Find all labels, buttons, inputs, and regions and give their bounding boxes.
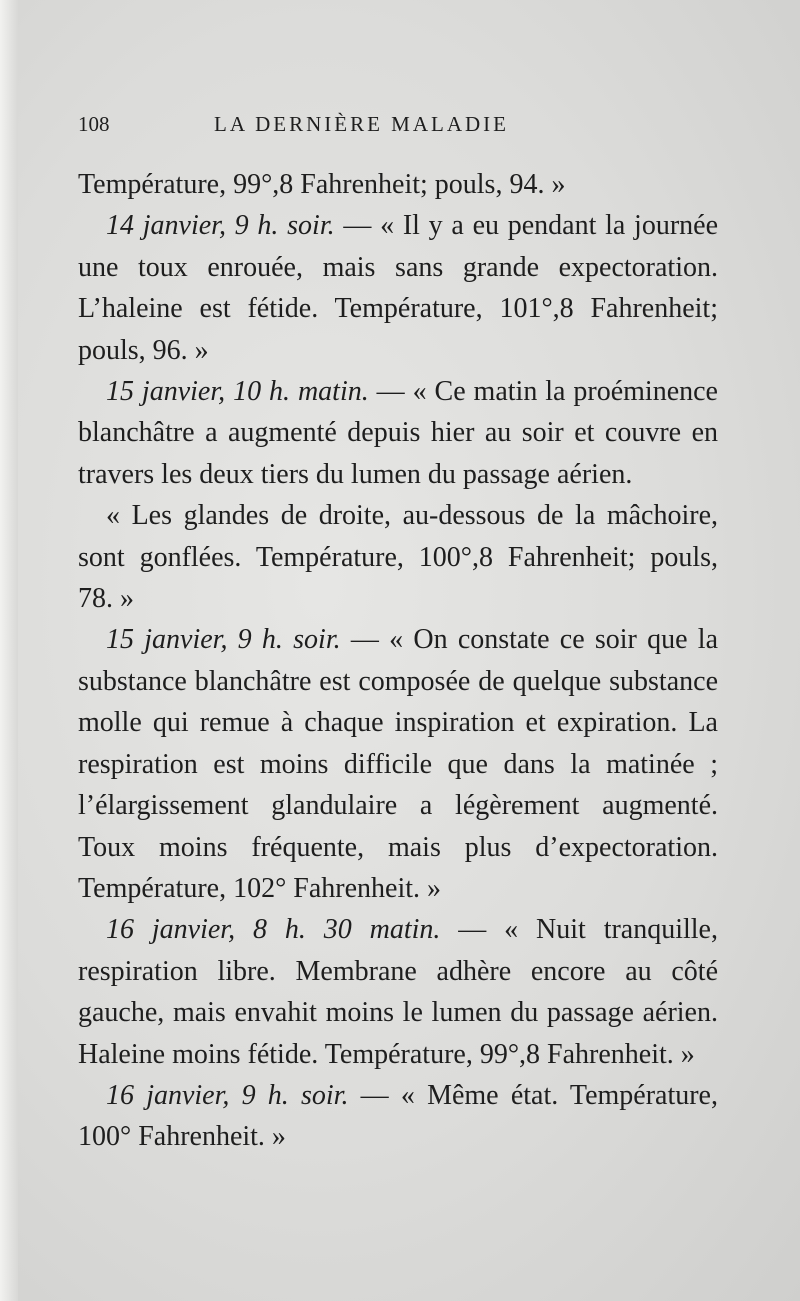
paragraph-date: 15 janvier, 9 h. soir. (106, 624, 341, 656)
paragraph-5 (78, 909, 718, 1075)
paragraph-6 (78, 1075, 718, 1158)
paragraph-date: 14 janvier, 9 h. soir. (106, 210, 335, 242)
page-gutter-shadow (0, 0, 18, 1301)
paragraph-text: « Les glandes de droite, au-dessous de la mâchoire, sont gonflées. Température, 100°,8 Fahrenheit; pouls, 78. » (78, 500, 718, 615)
paragraph-2 (78, 371, 718, 495)
paragraph-date: 16 janvier, 8 h. 30 matin. (106, 914, 441, 946)
body-text (78, 164, 718, 1158)
paragraph-3 (78, 495, 718, 619)
paragraph-date: 16 janvier, 9 h. soir. (106, 1079, 349, 1111)
paragraph-4 (78, 619, 718, 909)
paragraph-date: 15 janvier, 10 h. matin. (106, 376, 369, 408)
paragraph-text: — « Ce matin la proéminence blanchâtre a augmenté depuis hier au soir et couvre en travers les deux tiers du lumen du passage aérien. (78, 376, 718, 490)
paragraph-0 (78, 164, 718, 205)
paragraph-1 (78, 205, 718, 371)
paragraph-text: Température, 99°,8 Fahrenheit; pouls, 94. » (78, 169, 566, 200)
running-title: LA DERNIÈRE MALADIE (214, 112, 509, 136)
running-header (78, 112, 728, 148)
paragraph-text: — « Nuit tranquille, respiration libre. Membrane adhère encore au côté gauche, mais envahit moins le lumen du passage aérien. Haleine moins fétide. Température, 99°,8 Fahrenheit. » (78, 914, 718, 1070)
paragraph-text: — « Même état. Température, 100° Fahrenheit. » (78, 1079, 718, 1153)
paragraph-text: — « On constate ce soir que la substance blanchâtre est composée de quelque substance molle qui remue à chaque inspiration et expiration. La respiration est moins difficile que dans la matinée ; l’élargissement glandulaire a légèrement augmenté. Toux moins fréquente, mais plus d’expectoration. Température, 102° Fahrenheit. » (78, 624, 718, 904)
page-number: 108 (78, 112, 110, 136)
paragraph-text: — « Il y a eu pendant la journée une toux enrouée, mais sans grande expectoration. L’haleine est fétide. Température, 101°,8 Fahrenheit; pouls, 96. » (78, 210, 718, 366)
